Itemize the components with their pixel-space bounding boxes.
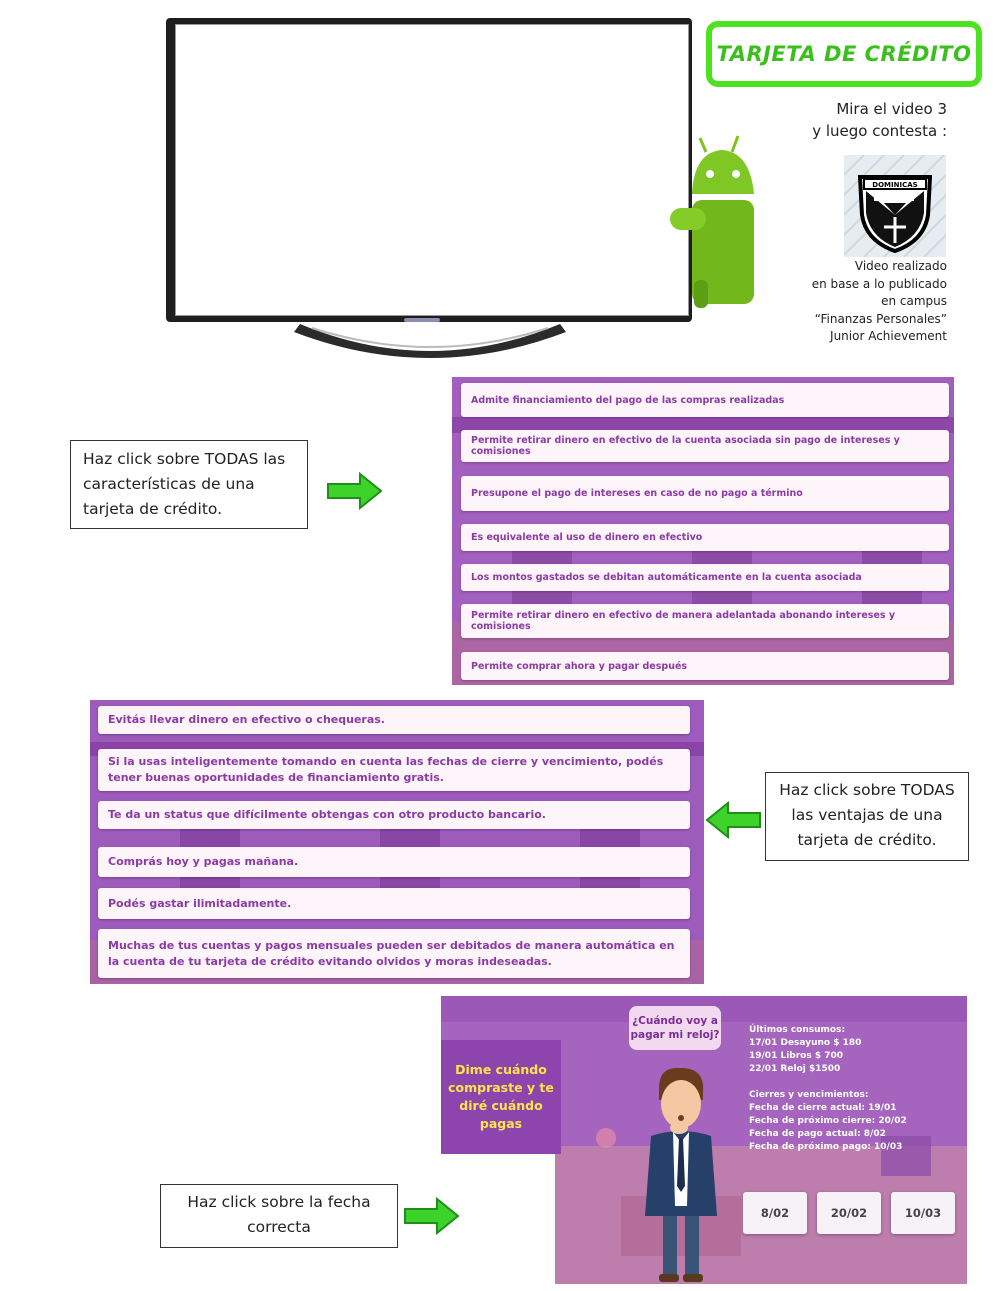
- activity1-option[interactable]: Es equivalente al uso de dinero en efectivo: [461, 524, 949, 551]
- info-line: 17/01 Desayuno $ 180: [749, 1038, 862, 1048]
- activity1-option[interactable]: Permite retirar dinero en efectivo de la cuenta asociada sin pago de intereses y comisiones: [461, 430, 949, 462]
- credit-line: en campus: [881, 294, 947, 308]
- credit-line: “Finanzas Personales”: [814, 311, 947, 326]
- date-option-button[interactable]: 20/02: [817, 1192, 881, 1234]
- activity2-option[interactable]: Comprás hoy y pagas mañana.: [98, 847, 690, 877]
- page-title: TARJETA DE CRÉDITO: [716, 42, 972, 66]
- arrow-right-icon: [403, 1196, 461, 1236]
- info-line: Fecha de próximo cierre: 20/02: [749, 1116, 907, 1126]
- credit-line: en base a lo publicado: [811, 276, 947, 291]
- arrow-left-icon: [704, 800, 762, 840]
- date-option-button[interactable]: 10/03: [891, 1192, 955, 1234]
- android-mascot-icon: [668, 130, 756, 310]
- watch-instruction: [727, 98, 947, 142]
- info-spacer: [749, 1076, 949, 1089]
- activity1-instruction: Haz click sobre TODAS las características de una tarjeta de crédito.: [70, 440, 308, 529]
- title-badge: [706, 21, 982, 87]
- info-line: Fecha de cierre actual: 19/01: [749, 1103, 897, 1113]
- dominicas-seal-logo: [844, 155, 946, 257]
- thinking-man-illustration: [637, 1066, 721, 1284]
- info-panel: [749, 1024, 949, 1154]
- activity2-option[interactable]: Te da un status que difícilmente obtengas con otro producto bancario.: [98, 801, 690, 829]
- info-line: Cierres y vencimientos:: [749, 1090, 869, 1100]
- activity1-option[interactable]: Presupone el pago de intereses en caso de no pago a término: [461, 476, 949, 511]
- info-line: 22/01 Reloj $1500: [749, 1064, 841, 1074]
- activity2-instruction: Haz click sobre TODAS las ventajas de una tarjeta de crédito.: [765, 772, 969, 861]
- activity1-option[interactable]: Permite comprar ahora y pagar después: [461, 652, 949, 680]
- activity2-option[interactable]: Podés gastar ilimitadamente.: [98, 888, 690, 919]
- activity1-option[interactable]: Los montos gastados se debitan automáticamente en la cuenta asociada: [461, 564, 949, 591]
- question-text: Dime cuándo compraste y te diré cuándo pagas: [448, 1062, 554, 1131]
- info-line: Fecha de pago actual: 8/02: [749, 1129, 886, 1139]
- arrow-right-icon: [326, 471, 384, 511]
- svg-text:DOMINICAS: DOMINICAS: [872, 181, 918, 189]
- activity1-panel: [452, 377, 954, 685]
- activity1-option[interactable]: Admite financiamiento del pago de las compras realizadas: [461, 383, 949, 417]
- info-line: Fecha de próximo pago: 10/03: [749, 1142, 903, 1152]
- video-credit: [747, 258, 947, 346]
- activity3-panel: [441, 996, 967, 1284]
- info-line: 19/01 Libros $ 700: [749, 1051, 844, 1061]
- date-option-button[interactable]: 8/02: [743, 1192, 807, 1234]
- video-player[interactable]: [175, 24, 689, 316]
- credit-line: Junior Achievement: [830, 329, 947, 343]
- activity3-instruction: Haz click sobre la fecha correcta: [160, 1184, 398, 1248]
- speech-bubble: ¿Cuándo voy a pagar mi reloj?: [629, 1006, 721, 1050]
- activity2-option[interactable]: Si la usas inteligentemente tomando en cuenta las fechas de cierre y vencimiento, podés tener buenas oportunidades de financiamiento gratis.: [98, 749, 690, 791]
- watch-line-2: y luego contesta :: [812, 122, 947, 140]
- credit-line: Video realizado: [854, 259, 947, 273]
- question-card: [441, 1040, 561, 1154]
- watch-line-1: Mira el video 3: [836, 100, 947, 118]
- activity2-option[interactable]: Evitás llevar dinero en efectivo o chequeras.: [98, 706, 690, 734]
- activity2-option[interactable]: Muchas de tus cuentas y pagos mensuales pueden ser debitados de manera automática en la cuenta de tu tarjeta de crédito evitando olvidos y moras indeseadas.: [98, 929, 690, 978]
- activity2-panel: [90, 700, 704, 984]
- tv-stand: [282, 318, 578, 364]
- info-line: Últimos consumos:: [749, 1025, 846, 1035]
- activity1-option[interactable]: Permite retirar dinero en efectivo de manera adelantada abonando intereses y comisiones: [461, 604, 949, 638]
